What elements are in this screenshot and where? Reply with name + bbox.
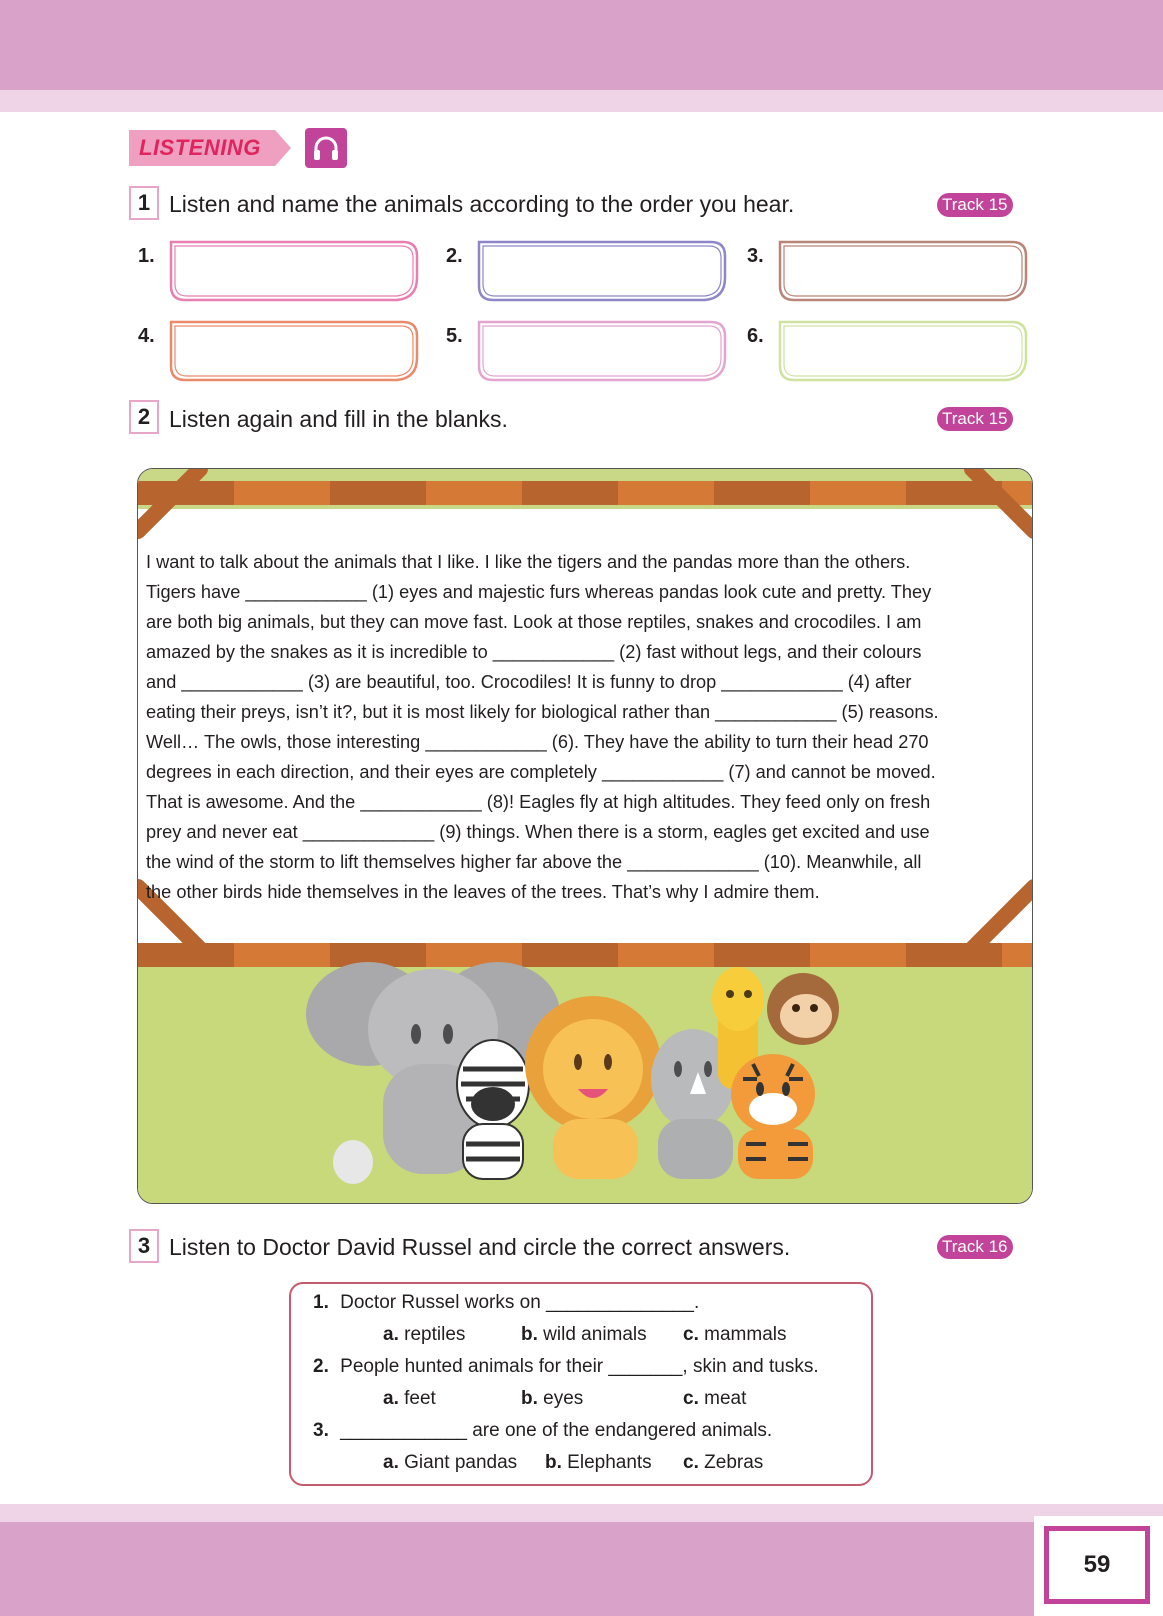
question-1-option-b[interactable]: b. wild animals [521, 1324, 647, 1345]
question-2-text: People hunted animals for their _______, skin and tusks. [340, 1356, 819, 1377]
question-3-text: ____________ are one of the endangered animals. [340, 1420, 773, 1441]
exercise-1-instruction: Listen and name the animals according to the order you hear. [169, 191, 795, 217]
animals-illustration [298, 954, 858, 1184]
answer-4-box[interactable] [165, 318, 423, 384]
passage-line: That is awesome. And the ____________ (8)! Eagles fly at high altitudes. They feed only on fresh [146, 792, 931, 812]
passage-line: amazed by the snakes as it is incredible to ____________ (2) fast without legs, and their colours [146, 642, 922, 662]
answer-5-label: 5. [446, 325, 463, 347]
passage-panel [137, 468, 1033, 1204]
exercise-3-track[interactable]: Track 16 [937, 1235, 1013, 1259]
question-1-text: Doctor Russel works on ______________. [340, 1292, 700, 1313]
answer-6-box[interactable] [774, 318, 1032, 384]
question-1-option-c[interactable]: c. mammals [683, 1324, 787, 1345]
question-3-number: 3. [313, 1420, 329, 1441]
passage-text [146, 547, 1026, 907]
passage-line: Well… The owls, those interesting ____________ (6). They have the ability to turn their head 270 [146, 732, 929, 752]
question-2-option-b[interactable]: b. eyes [521, 1388, 584, 1409]
exercise-2-track[interactable]: Track 15 [937, 407, 1013, 431]
question-3-option-a[interactable]: a. Giant pandas [383, 1452, 518, 1473]
answer-2-label: 2. [446, 245, 463, 267]
zebra-illustration [457, 1040, 529, 1179]
answer-3-label: 3. [747, 245, 764, 267]
passage-line: and ____________ (3) are beautiful, too. Crocodiles! It is funny to drop ____________ (4) after [146, 672, 912, 692]
section-label: LISTENING [129, 130, 275, 166]
bottom-strip [0, 1504, 1163, 1522]
exercise-1-number: 1 [129, 186, 159, 220]
question-2-number: 2. [313, 1356, 329, 1377]
answer-2-box[interactable] [473, 238, 731, 304]
passage-line: the other birds hide themselves in the leaves of the trees. That’s why I admire them. [146, 882, 820, 902]
exercise-3-instruction: Listen to Doctor David Russel and circle the correct answers. [169, 1234, 791, 1260]
top-banner [0, 0, 1163, 90]
exercise-1-track[interactable]: Track 15 [937, 193, 1013, 217]
answer-5-box[interactable] [473, 318, 731, 384]
answer-1-label: 1. [138, 245, 155, 267]
question-3-option-c[interactable]: c. Zebras [683, 1452, 764, 1473]
answer-4-label: 4. [138, 325, 155, 347]
lion-illustration [525, 996, 661, 1179]
question-1-option-a[interactable]: a. reptiles [383, 1324, 466, 1345]
passage-line: degrees in each direction, and their eyes are completely ____________ (7) and cannot be moved. [146, 762, 936, 782]
questions-box [289, 1282, 873, 1486]
exercise-2-number: 2 [129, 400, 159, 434]
page-number: 59 [1044, 1526, 1150, 1604]
monkey-illustration [767, 973, 839, 1045]
headphone-icon [305, 128, 347, 168]
passage-line: prey and never eat _____________ (9) things. When there is a storm, eagles get excited and use [146, 822, 930, 842]
question-1-number: 1. [313, 1292, 329, 1313]
passage-line: are both big animals, but they can move fast. Look at those reptiles, snakes and crocodiles. I am [146, 612, 922, 632]
tiger-illustration [731, 1054, 815, 1179]
answer-1-box[interactable] [165, 238, 423, 304]
passage-line: the wind of the storm to lift themselves higher far above the _____________ (10). Meanwhile, all [146, 852, 922, 872]
passage-line: Tigers have ____________ (1) eyes and majestic furs whereas pandas look cute and pretty. They [146, 582, 932, 602]
passage-line: eating their preys, isn’t it?, but it is most likely for biological rather than ____________ (5) reasons. [146, 702, 939, 722]
exercise-3-number: 3 [129, 1229, 159, 1263]
top-strip [0, 90, 1163, 112]
bottom-banner [0, 1522, 1163, 1616]
question-2-option-c[interactable]: c. meat [683, 1388, 747, 1409]
question-2-option-a[interactable]: a. feet [383, 1388, 436, 1409]
passage-line: I want to talk about the animals that I like. I like the tigers and the pandas more than the others. [146, 552, 911, 572]
section-header [129, 129, 347, 167]
question-3-option-b[interactable]: b. Elephants [545, 1452, 652, 1473]
answer-6-label: 6. [747, 325, 764, 347]
exercise-2-instruction: Listen again and fill in the blanks. [169, 406, 508, 432]
answer-3-box[interactable] [774, 238, 1032, 304]
